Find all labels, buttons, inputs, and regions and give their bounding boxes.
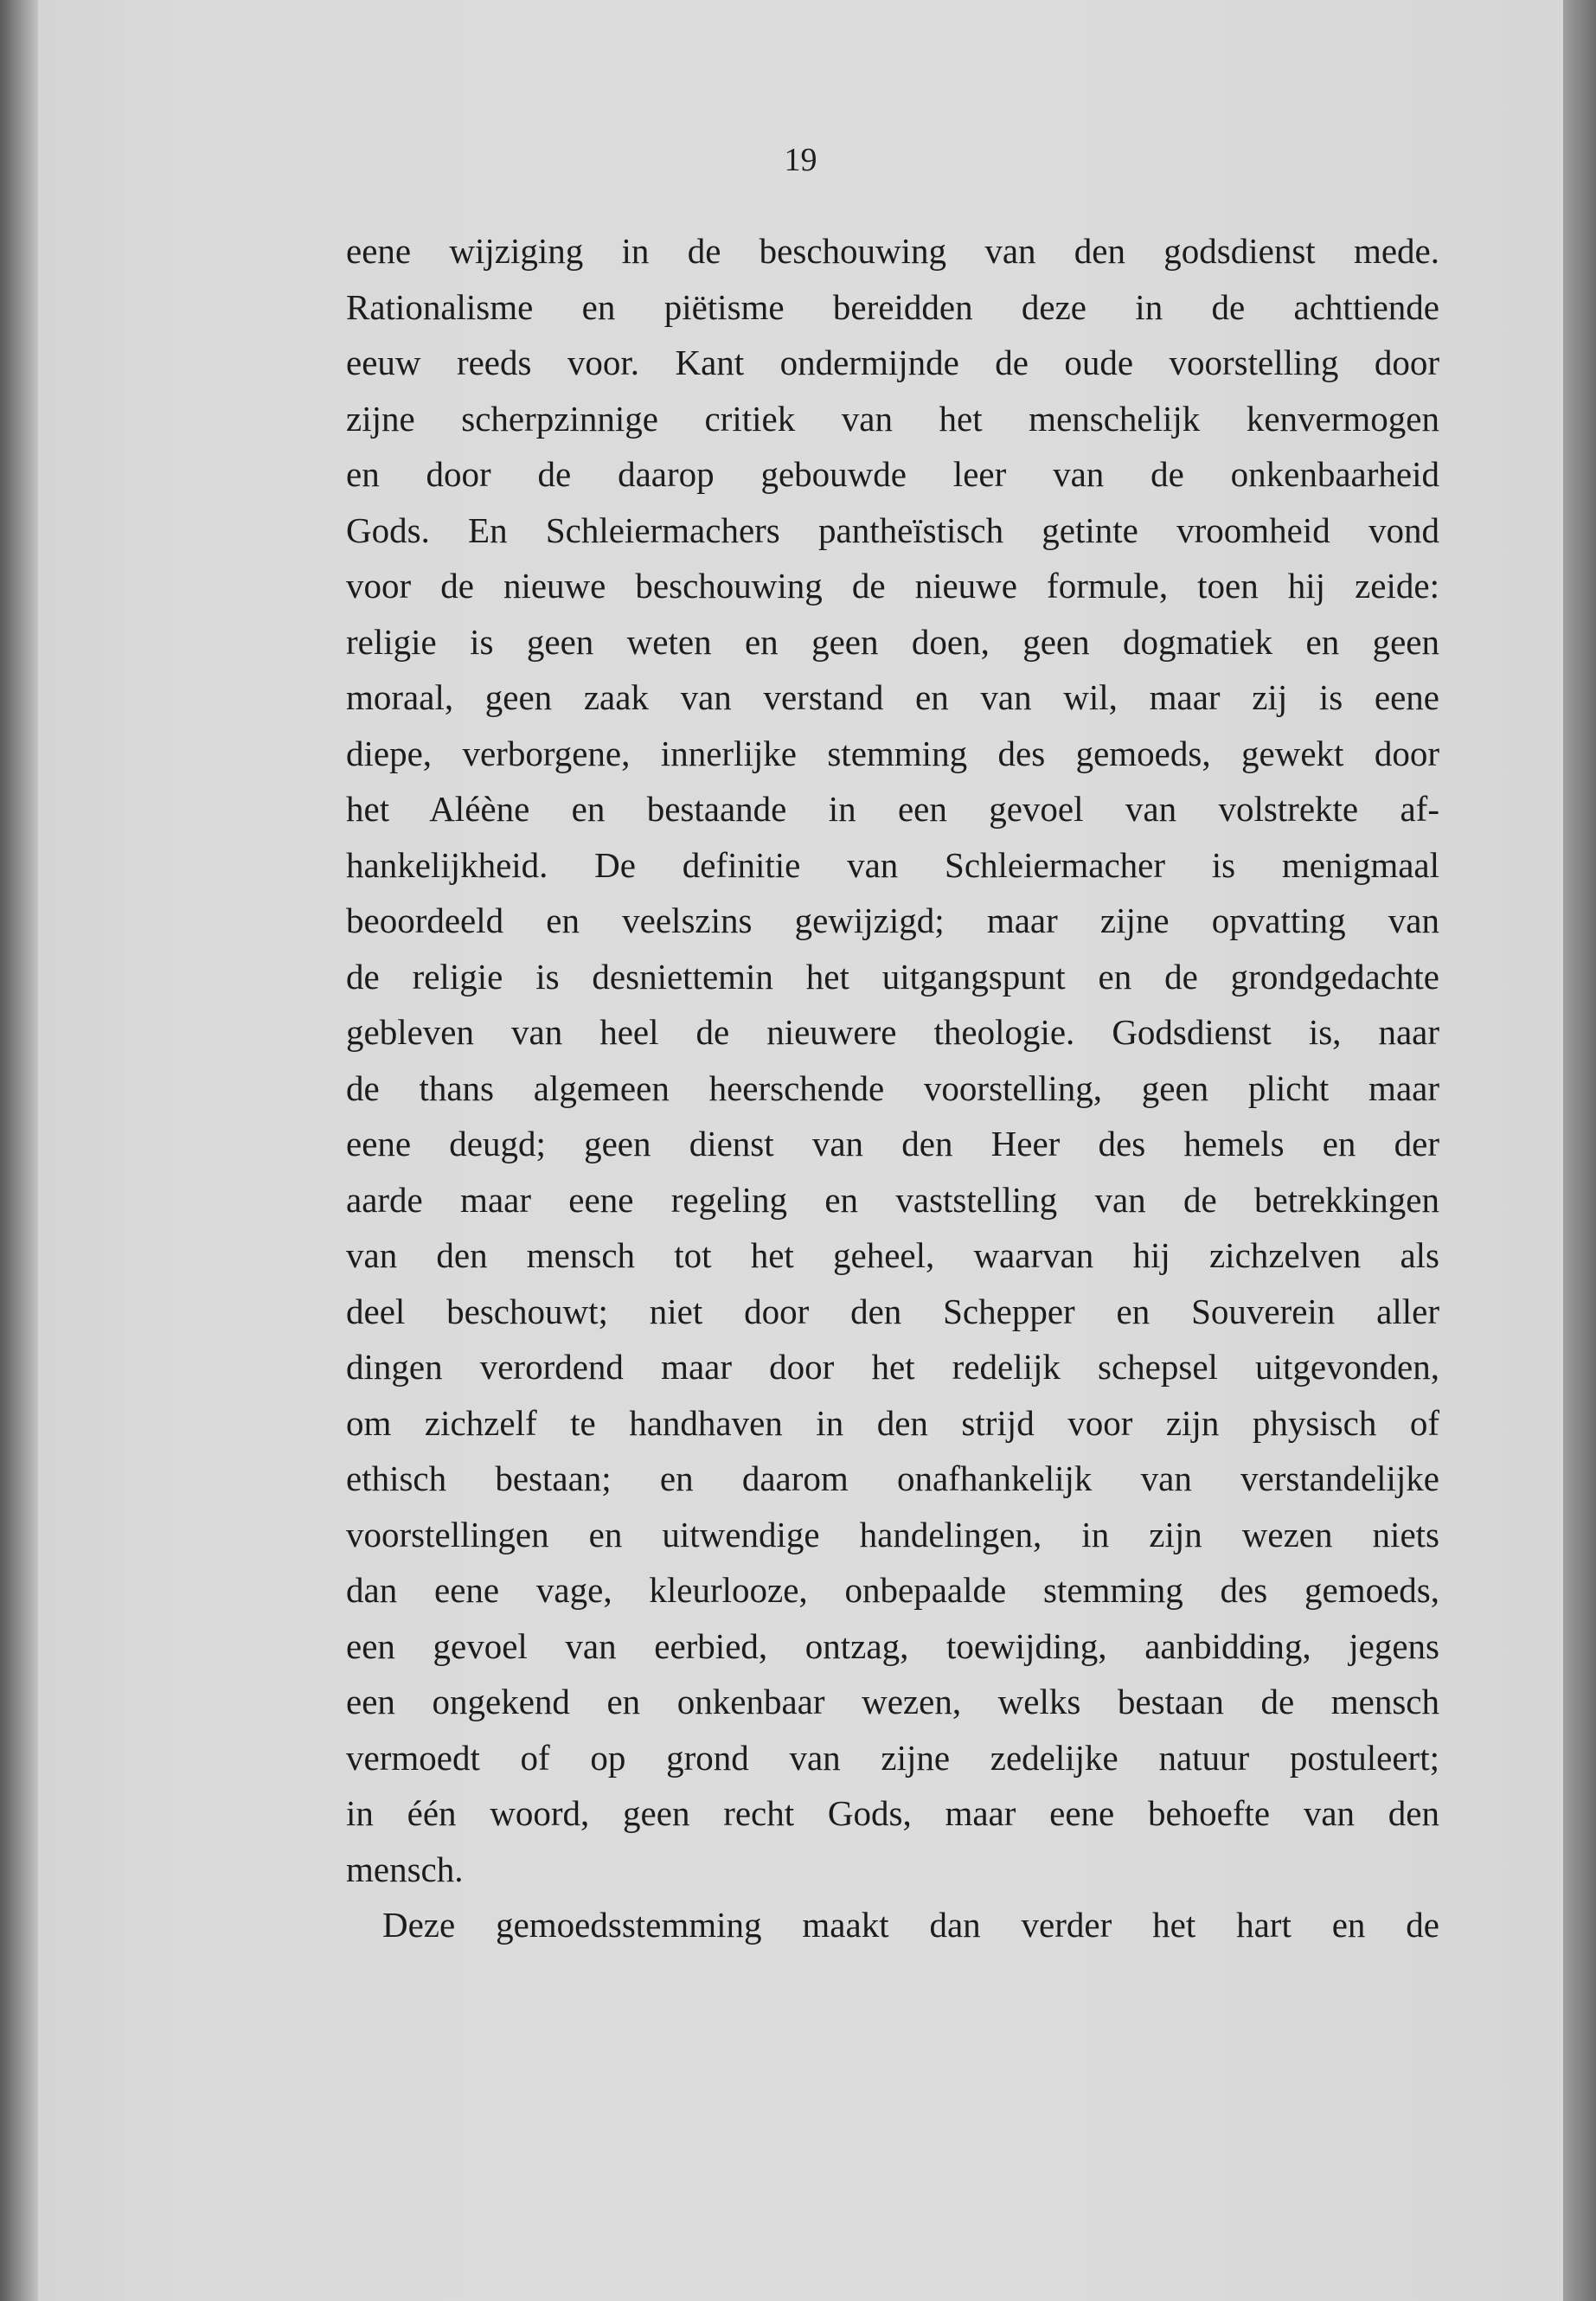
text-line: eene wijziging in de beschouwing van den godsdienst mede. <box>346 231 1439 271</box>
text-line: diepe, verborgene, innerlijke stemming des gemoeds, gewekt door <box>346 733 1439 773</box>
scan-binding-shadow <box>0 0 38 2301</box>
text-line: voorstellingen en uitwendige handelingen, in zijn wezen niets <box>346 1514 1439 1554</box>
text-line: aarde maar eene regeling en vaststelling van de betrekkingen <box>346 1179 1439 1220</box>
text-line: moraal, geen zaak van verstand en van wil, maar zij is eene <box>346 677 1439 717</box>
text-line: hankelijkheid. De definitie van Schleiermacher is menigmaal <box>346 844 1439 885</box>
text-line: en door de daarop gebouwde leer van de onkenbaarheid <box>346 454 1439 494</box>
text-line: het Aléène en bestaande in een gevoel van volstrekte af- <box>346 789 1439 829</box>
scan-right-edge <box>1563 0 1596 2301</box>
body-text <box>346 223 1439 1953</box>
text-line: religie is geen weten en geen doen, geen dogmatiek en geen <box>346 621 1439 662</box>
text-line: beoordeeld en veelszins gewijzigd; maar zijne opvatting van <box>346 901 1439 940</box>
text-line: Gods. En Schleiermachers pantheïstisch getinte vroomheid vond <box>346 510 1439 550</box>
text-line: de religie is desniettemin het uitgangspunt en de grondgedachte <box>346 956 1439 997</box>
text-line: Rationalisme en piëtisme bereidden deze in de achttiende <box>346 286 1439 327</box>
text-line: dan eene vage, kleurlooze, onbepaalde stemming des gemoeds, <box>346 1570 1439 1610</box>
text-line: eeuw reeds voor. Kant ondermijnde de oude voorstelling door <box>346 343 1439 382</box>
text-line: de thans algemeen heerschende voorstelling, geen plicht maar <box>346 1067 1439 1108</box>
text-line: dingen verordend maar door het redelijk schepsel uitgevonden, <box>346 1347 1439 1387</box>
paragraph-end-line: mensch. <box>346 1849 464 1889</box>
text-line: een gevoel van eerbied, ontzag, toewijding, aanbidding, jegens <box>346 1625 1439 1666</box>
text-line: gebleven van heel de nieuwere theologie. Godsdienst is, naar <box>346 1012 1439 1052</box>
text-line: voor de nieuwe beschouwing de nieuwe formule, toen hij zeide: <box>346 566 1439 606</box>
book-page <box>38 0 1563 2301</box>
text-line: vermoedt of op grond van zijne zedelijke natuur postuleert; <box>346 1737 1439 1778</box>
paragraph-start-line: Deze gemoedsstemming maakt dan verder het hart en de <box>382 1905 1439 1945</box>
text-line: in één woord, geen recht Gods, maar eene behoefte van den <box>346 1793 1439 1833</box>
text-line: een ongekend en onkenbaar wezen, welks bestaan de mensch <box>346 1682 1439 1721</box>
text-line: zijne scherpzinnige critiek van het menschelijk kenvermogen <box>346 398 1439 439</box>
text-line: eene deugd; geen dienst van den Heer des hemels en der <box>346 1124 1439 1163</box>
text-line: van den mensch tot het geheel, waarvan hij zichzelven als <box>346 1235 1439 1275</box>
text-line: om zichzelf te handhaven in den strijd voor zijn physisch of <box>346 1402 1439 1443</box>
text-line: ethisch bestaan; en daarom onafhankelijk van verstandelijke <box>346 1458 1439 1498</box>
text-line: deel beschouwt; niet door den Schepper en Souverein aller <box>346 1291 1439 1331</box>
page-number: 19 <box>784 142 817 178</box>
